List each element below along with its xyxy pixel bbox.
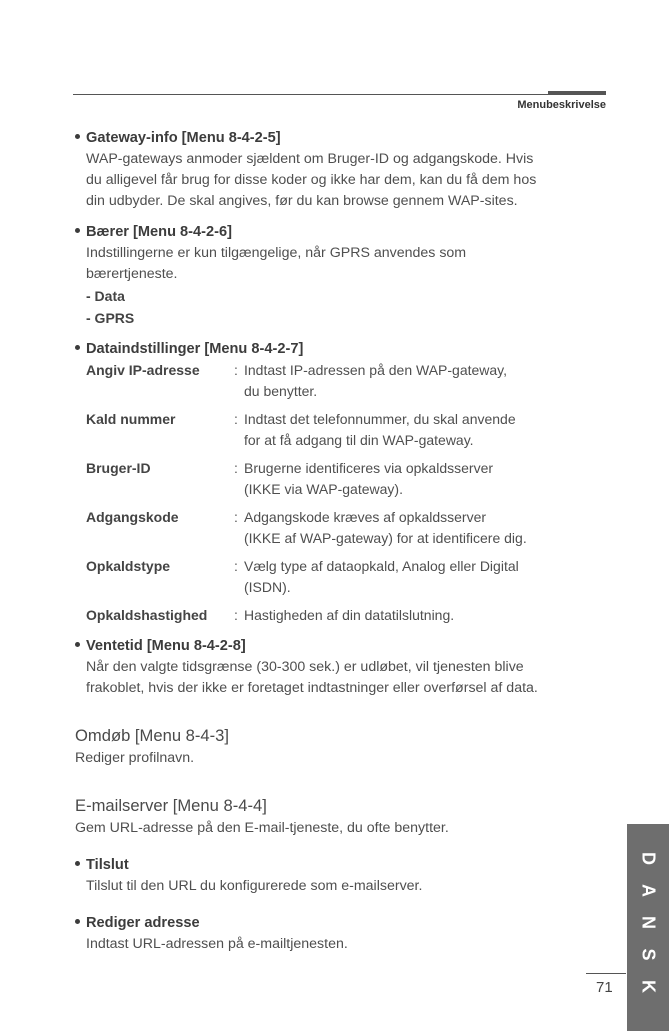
def-term: Opkaldstype [86, 558, 171, 574]
ventetid-line: frakoblet, hvis der ikke er foretaget indtastninger eller overførsel af data. [86, 680, 538, 696]
gateway-info-line: WAP-gateways anmoder sjældent om Bruger-ID og adgangskode. Hvis [86, 151, 534, 167]
running-header: Menubeskrivelse [517, 99, 606, 111]
bullet-dot [75, 642, 80, 647]
def-term: Opkaldshastighed [86, 607, 208, 623]
side-tab-letter: K [638, 980, 659, 993]
bullet-dot [75, 228, 80, 233]
gateway-info-line: din udbyder. De skal angives, før du kan browse gennem WAP-sites. [86, 193, 518, 209]
side-tab-letter: N [638, 916, 659, 929]
page-number: 71 [596, 979, 613, 996]
def-desc: Hastigheden af din datatilslutning. [244, 607, 455, 623]
bullet-dot [75, 861, 80, 866]
emailserver-heading: E-mailserver [Menu 8-4-4] [75, 796, 267, 815]
side-tab-letter: S [638, 948, 659, 961]
omdob-heading: Omdøb [Menu 8-4-3] [75, 726, 230, 745]
side-tab-letter: A [638, 884, 659, 897]
gateway-info-line: du alligevel får brug for disse koder og ikke har dem, kan du få dem hos [86, 172, 537, 188]
emailserver-text: Gem URL-adresse på den E-mail-tjeneste, du ofte benytter. [75, 820, 449, 836]
ventetid-line: Når den valgte tidsgrænse (30-300 sek.) er udløbet, vil tjenesten blive [86, 659, 524, 675]
def-term: Angiv IP-adresse [86, 362, 200, 378]
def-desc: Vælg type af dataopkald, Analog eller Digital (ISDN). [244, 558, 519, 595]
def-desc: Indtast det telefonnummer, du skal anvende for at få adgang til din WAP-gateway. [244, 411, 516, 448]
dataindstillinger-heading: Dataindstillinger [Menu 8-4-2-7] [75, 339, 615, 360]
baerer-heading: Bærer [Menu 8-4-2-6] [75, 222, 615, 243]
omdob-text: Rediger profilnavn. [75, 750, 195, 766]
def-term: Bruger-ID [86, 460, 151, 476]
bullet-dot [75, 919, 80, 924]
def-row-adgang: Adgangskode : Adgangskode kræves af opkaldsserver (IKKE af WAP-gateway) for at identificere dig. [86, 507, 615, 549]
ventetid-heading: Ventetid [Menu 8-4-2-8] [75, 636, 615, 657]
page-content [75, 128, 615, 955]
def-row-ip: Angiv IP-adresse : Indtast IP-adressen på den WAP-gateway, du benytter. [86, 360, 615, 402]
baerer-option-data: - Data [86, 288, 125, 304]
side-tab-letter: D [638, 852, 659, 865]
def-desc: Indtast IP-adressen på den WAP-gateway, du benytter. [244, 362, 508, 399]
def-row-hastighed: Opkaldshastighed : Hastigheden af din datatilslutning. [86, 605, 615, 626]
def-desc: Adgangskode kræves af opkaldsserver (IKKE af WAP-gateway) for at identificere dig. [244, 509, 527, 546]
tilslut-text: Tilslut til den URL du konfigurerede som e-mailserver. [86, 878, 423, 894]
header-rule [73, 94, 606, 95]
bullet-dot [75, 345, 80, 350]
bullet-dot [75, 134, 80, 139]
tilslut-heading: Tilslut [75, 855, 615, 876]
def-row-bruger: Bruger-ID : Brugerne identificeres via opkaldsserver (IKKE via WAP-gateway). [86, 458, 615, 500]
def-term: Kald nummer [86, 411, 176, 427]
baerer-line: bærertjeneste. [86, 266, 178, 282]
page-number-rule [586, 973, 626, 974]
dataindstillinger-list [86, 360, 615, 626]
baerer-option-gprs: - GPRS [86, 310, 135, 326]
def-row-kald: Kald nummer : Indtast det telefonnummer, du skal anvende for at få adgang til din WAP-gateway. [86, 409, 615, 451]
rediger-adresse-text: Indtast URL-adressen på e-mailtjenesten. [86, 936, 348, 952]
def-row-opkaldstype: Opkaldstype : Vælg type af dataopkald, Analog eller Digital (ISDN). [86, 556, 615, 598]
rediger-adresse-heading: Rediger adresse [75, 913, 615, 934]
gateway-info-heading: Gateway-info [Menu 8-4-2-5] [75, 128, 615, 149]
def-desc: Brugerne identificeres via opkaldsserver (IKKE via WAP-gateway). [244, 460, 494, 497]
def-term: Adgangskode [86, 509, 179, 525]
baerer-line: Indstillingerne er kun tilgængelige, når GPRS anvendes som [86, 245, 467, 261]
